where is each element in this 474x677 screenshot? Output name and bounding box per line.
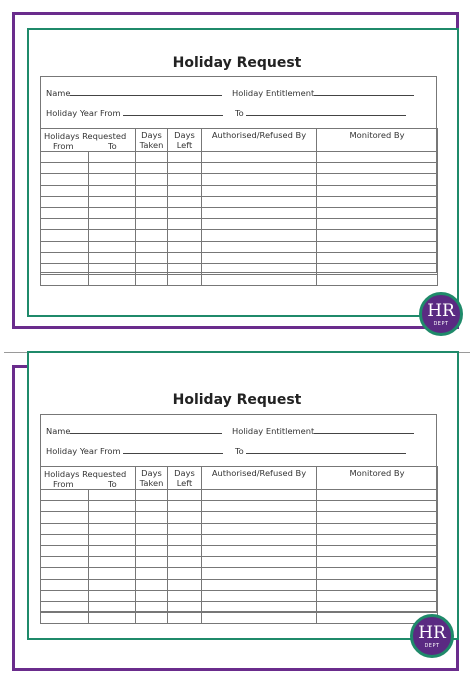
table-cell[interactable]: [168, 568, 202, 579]
table-cell[interactable]: [136, 501, 168, 512]
table-cell[interactable]: [41, 557, 89, 568]
table-cell[interactable]: [89, 163, 136, 174]
table-row: [41, 523, 438, 534]
table-cell[interactable]: [41, 241, 89, 252]
table-cell[interactable]: [317, 568, 438, 579]
year-from-line[interactable]: [123, 445, 223, 454]
from-header: From: [53, 479, 74, 489]
table-cell[interactable]: [136, 230, 168, 241]
table-cell[interactable]: [202, 230, 317, 241]
table-cell[interactable]: [41, 601, 89, 612]
table-cell[interactable]: [41, 219, 89, 230]
table-cell[interactable]: [202, 490, 317, 501]
table-cell[interactable]: [89, 152, 136, 163]
table-cell[interactable]: [136, 219, 168, 230]
table-cell[interactable]: [136, 613, 168, 624]
table-cell[interactable]: [41, 568, 89, 579]
table-cell[interactable]: [202, 523, 317, 534]
table-cell[interactable]: [317, 557, 438, 568]
table-cell[interactable]: [41, 263, 89, 274]
table-row: [41, 490, 438, 501]
table-cell[interactable]: [89, 590, 136, 601]
table-cell[interactable]: [168, 613, 202, 624]
table-cell[interactable]: [168, 523, 202, 534]
table-cell[interactable]: [317, 545, 438, 556]
table-cell[interactable]: [168, 174, 202, 185]
table-cell[interactable]: [136, 241, 168, 252]
table-cell[interactable]: [136, 545, 168, 556]
table-cell[interactable]: [41, 613, 89, 624]
table-cell[interactable]: [202, 557, 317, 568]
hr-dept-logo: HR DEPT: [419, 292, 463, 336]
table-cell[interactable]: [202, 207, 317, 218]
table-cell[interactable]: [317, 207, 438, 218]
table-cell[interactable]: [41, 230, 89, 241]
table-cell[interactable]: [136, 557, 168, 568]
table-row: [41, 545, 438, 556]
table-cell[interactable]: [168, 490, 202, 501]
table-cell[interactable]: [202, 174, 317, 185]
table-cell[interactable]: [41, 252, 89, 263]
table-cell[interactable]: [317, 241, 438, 252]
table-row: [41, 219, 438, 230]
table-cell[interactable]: [317, 252, 438, 263]
table-row: [41, 241, 438, 252]
holiday-request-card-bottom: [0, 339, 474, 677]
table-cell[interactable]: [89, 174, 136, 185]
name-field[interactable]: [46, 425, 222, 436]
entitlement-label: Holiday Entitlement: [232, 426, 315, 436]
table-cell[interactable]: [89, 241, 136, 252]
table-cell[interactable]: [317, 263, 438, 274]
table-cell[interactable]: [317, 230, 438, 241]
form-title: Holiday Request: [172, 392, 302, 408]
holidays-requested-header: Holidays Requested From To: [41, 467, 136, 490]
table-row: [41, 185, 438, 196]
table-cell[interactable]: [317, 275, 438, 286]
holiday-request-card-top: [0, 0, 474, 338]
table-row: [41, 613, 438, 624]
authorised-header: Authorised/Refused By: [202, 129, 317, 152]
holiday-table: [40, 128, 438, 286]
table-cell[interactable]: [317, 152, 438, 163]
table-cell[interactable]: [168, 207, 202, 218]
table-cell[interactable]: [89, 275, 136, 286]
table-cell[interactable]: [202, 275, 317, 286]
table-cell[interactable]: [41, 545, 89, 556]
table-row: [41, 501, 438, 512]
table-cell[interactable]: [89, 219, 136, 230]
table-cell[interactable]: [136, 263, 168, 274]
year-from-label: Holiday Year From: [46, 108, 121, 118]
name-line[interactable]: [70, 425, 222, 434]
year-from-field[interactable]: [46, 107, 223, 118]
table-cell[interactable]: [136, 152, 168, 163]
table-cell[interactable]: [136, 275, 168, 286]
table-cell[interactable]: [168, 590, 202, 601]
table-row: [41, 579, 438, 590]
year-to-field[interactable]: [235, 445, 406, 456]
table-cell[interactable]: [202, 241, 317, 252]
table-cell[interactable]: [89, 579, 136, 590]
table-cell[interactable]: [89, 501, 136, 512]
table-cell[interactable]: [41, 207, 89, 218]
table-cell[interactable]: [317, 185, 438, 196]
entitlement-line[interactable]: [314, 87, 414, 96]
table-cell[interactable]: [136, 207, 168, 218]
table-cell[interactable]: [89, 557, 136, 568]
table-cell[interactable]: [136, 163, 168, 174]
table-cell[interactable]: [41, 490, 89, 501]
table-cell[interactable]: [168, 230, 202, 241]
holidays-requested-header: Holidays Requested From To: [41, 129, 136, 152]
holiday-table: [40, 466, 438, 624]
table-cell[interactable]: [317, 490, 438, 501]
table-row: [41, 152, 438, 163]
table-cell[interactable]: [317, 534, 438, 545]
monitored-header: Monitored By: [317, 467, 438, 490]
table-row: [41, 174, 438, 185]
table-cell[interactable]: [202, 534, 317, 545]
table-cell[interactable]: [168, 163, 202, 174]
days-taken-header: Days Taken: [136, 467, 168, 490]
table-cell[interactable]: [168, 275, 202, 286]
table-row: [41, 263, 438, 274]
table-cell[interactable]: [41, 185, 89, 196]
days-taken-header: Days Taken: [136, 129, 168, 152]
table-row: [41, 534, 438, 545]
table-cell[interactable]: [136, 174, 168, 185]
table-cell[interactable]: [168, 219, 202, 230]
table-cell[interactable]: [202, 252, 317, 263]
form-title: Holiday Request: [172, 55, 302, 71]
table-cell[interactable]: [202, 579, 317, 590]
table-cell[interactable]: [202, 501, 317, 512]
table-cell[interactable]: [168, 263, 202, 274]
table-row: [41, 252, 438, 263]
table-cell[interactable]: [136, 590, 168, 601]
table-cell[interactable]: [168, 152, 202, 163]
table-cell[interactable]: [202, 545, 317, 556]
table-cell[interactable]: [317, 163, 438, 174]
days-left-header: Days Left: [168, 129, 202, 152]
table-cell[interactable]: [317, 590, 438, 601]
table-cell[interactable]: [317, 512, 438, 523]
table-cell[interactable]: [89, 490, 136, 501]
table-cell[interactable]: [202, 196, 317, 207]
table-cell[interactable]: [168, 601, 202, 612]
table-cell[interactable]: [89, 263, 136, 274]
table-cell[interactable]: [317, 579, 438, 590]
table-cell[interactable]: [136, 568, 168, 579]
table-row: [41, 590, 438, 601]
table-cell[interactable]: [41, 152, 89, 163]
table-cell[interactable]: [317, 601, 438, 612]
table-cell[interactable]: [41, 275, 89, 286]
table-cell[interactable]: [168, 579, 202, 590]
year-to-field[interactable]: [235, 107, 406, 118]
table-cell[interactable]: [202, 163, 317, 174]
table-cell[interactable]: [202, 613, 317, 624]
table-cell[interactable]: [202, 152, 317, 163]
table-cell[interactable]: [317, 196, 438, 207]
table-cell[interactable]: [89, 230, 136, 241]
year-to-label: To: [235, 446, 244, 456]
table-row: [41, 568, 438, 579]
name-field[interactable]: [46, 87, 222, 98]
days-left-header: Days Left: [168, 467, 202, 490]
table-cell[interactable]: [89, 207, 136, 218]
table-cell[interactable]: [89, 523, 136, 534]
to-header: To: [108, 479, 117, 489]
table-cell[interactable]: [89, 252, 136, 263]
table-cell[interactable]: [41, 534, 89, 545]
table-row: [41, 275, 438, 286]
name-label: Name: [46, 88, 71, 98]
hr-dept-logo: HR DEPT: [410, 614, 454, 658]
form-box: [40, 76, 437, 273]
table-cell[interactable]: [168, 557, 202, 568]
entitlement-label: Holiday Entitlement: [232, 88, 315, 98]
table-cell[interactable]: [89, 185, 136, 196]
table-cell[interactable]: [136, 185, 168, 196]
table-row: [41, 512, 438, 523]
entitlement-field[interactable]: [232, 87, 414, 98]
table-cell[interactable]: [41, 501, 89, 512]
year-from-line[interactable]: [123, 107, 223, 116]
year-to-line[interactable]: [246, 445, 406, 454]
table-row: [41, 230, 438, 241]
to-header: To: [108, 141, 117, 151]
authorised-header: Authorised/Refused By: [202, 467, 317, 490]
table-cell[interactable]: [41, 163, 89, 174]
table-cell[interactable]: [89, 545, 136, 556]
table-cell[interactable]: [202, 568, 317, 579]
year-from-label: Holiday Year From: [46, 446, 121, 456]
table-cell[interactable]: [202, 185, 317, 196]
table-cell[interactable]: [136, 534, 168, 545]
table-cell[interactable]: [41, 579, 89, 590]
table-row: [41, 207, 438, 218]
from-header: From: [53, 141, 74, 151]
table-cell[interactable]: [168, 545, 202, 556]
table-cell[interactable]: [136, 196, 168, 207]
entitlement-field[interactable]: [232, 425, 414, 436]
table-cell[interactable]: [136, 523, 168, 534]
name-line[interactable]: [70, 87, 222, 96]
table-cell[interactable]: [317, 523, 438, 534]
table-cell[interactable]: [89, 196, 136, 207]
table-row: [41, 601, 438, 612]
table-cell[interactable]: [168, 196, 202, 207]
table-cell[interactable]: [41, 523, 89, 534]
table-cell[interactable]: [89, 613, 136, 624]
table-cell[interactable]: [317, 174, 438, 185]
table-row: [41, 196, 438, 207]
table-cell[interactable]: [168, 501, 202, 512]
entitlement-line[interactable]: [314, 425, 414, 434]
table-cell[interactable]: [202, 601, 317, 612]
year-to-label: To: [235, 108, 244, 118]
table-cell[interactable]: [317, 219, 438, 230]
table-cell[interactable]: [89, 512, 136, 523]
table-cell[interactable]: [89, 568, 136, 579]
table-cell[interactable]: [168, 241, 202, 252]
table-cell[interactable]: [136, 252, 168, 263]
table-cell[interactable]: [202, 263, 317, 274]
table-cell[interactable]: [89, 601, 136, 612]
table-cell[interactable]: [168, 185, 202, 196]
table-cell[interactable]: [317, 501, 438, 512]
table-cell[interactable]: [41, 512, 89, 523]
table-cell[interactable]: [168, 534, 202, 545]
form-box: [40, 414, 437, 612]
name-label: Name: [46, 426, 71, 436]
year-to-line[interactable]: [246, 107, 406, 116]
year-from-field[interactable]: [46, 445, 223, 456]
table-cell[interactable]: [136, 579, 168, 590]
table-cell[interactable]: [202, 219, 317, 230]
table-row: [41, 163, 438, 174]
table-cell[interactable]: [136, 490, 168, 501]
monitored-header: Monitored By: [317, 129, 438, 152]
table-cell[interactable]: [41, 590, 89, 601]
table-cell[interactable]: [202, 512, 317, 523]
table-cell[interactable]: [202, 590, 317, 601]
table-cell[interactable]: [136, 512, 168, 523]
table-cell[interactable]: [168, 512, 202, 523]
table-cell[interactable]: [168, 252, 202, 263]
table-cell[interactable]: [41, 196, 89, 207]
table-cell[interactable]: [41, 174, 89, 185]
table-cell[interactable]: [136, 601, 168, 612]
table-row: [41, 557, 438, 568]
table-cell[interactable]: [89, 534, 136, 545]
